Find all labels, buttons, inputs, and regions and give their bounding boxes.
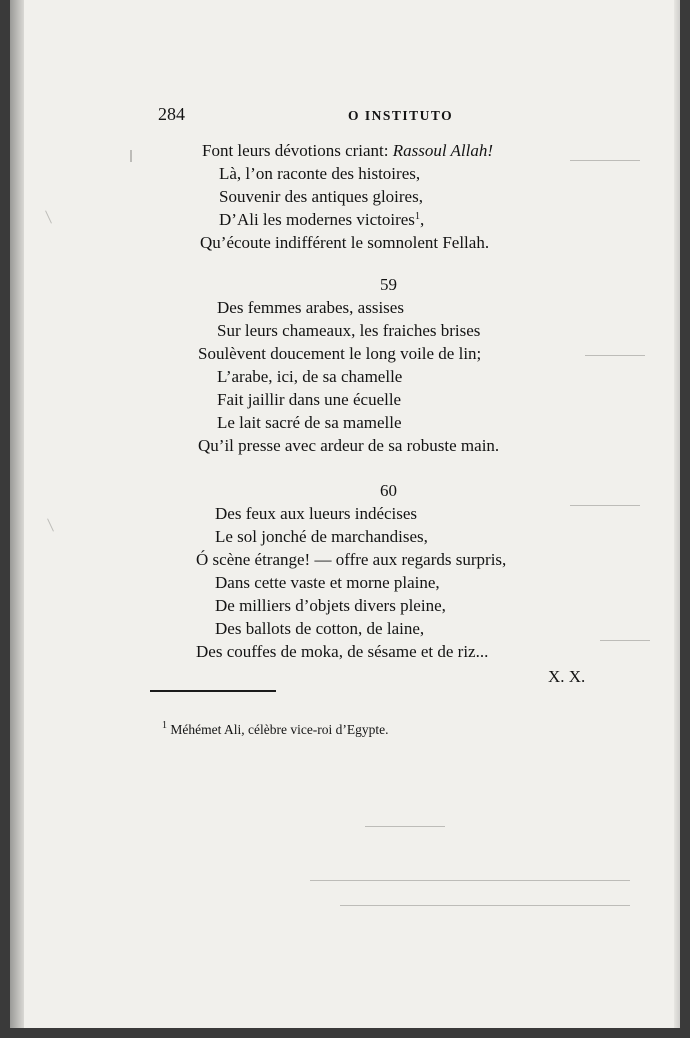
bleed-mark [340, 905, 630, 906]
author-signature: X. X. [548, 667, 586, 686]
verse-line: Soulèvent doucement le long voile de lin; [198, 344, 482, 363]
page-edge-shadow [674, 0, 680, 1028]
bleed-mark [47, 518, 54, 531]
page-spine-shadow [10, 0, 24, 1028]
verse-line: Des couffes de moka, de sésame et de riz... [196, 642, 489, 661]
footnote: $^1$ Méhémet Ali, célèbre vice-roi d’Egypte. [162, 720, 389, 737]
footnote-marker: 1 [162, 720, 167, 731]
bleed-mark [585, 355, 645, 356]
bleed-mark [365, 826, 445, 827]
verse-line: Qu’il presse avec ardeur de sa robuste main. [198, 436, 500, 455]
footnote-rule [150, 690, 276, 692]
verse-line: Là, l’on raconte des histoires, [219, 164, 421, 183]
bleed-mark [570, 160, 640, 161]
verse-line: Ó scène étrange! — offre aux regards surpris, [196, 550, 507, 569]
verse-line: L’arabe, ici, de sa chamelle [217, 367, 403, 386]
verse-line: Qu’écoute indifférent le somnolent Fellah. [200, 233, 490, 252]
verse-line: Des femmes arabes, assises [217, 298, 404, 317]
verse-line: Dans cette vaste et morne plaine, [215, 573, 440, 592]
verse-line: De milliers d’objets divers pleine, [215, 596, 446, 615]
verse-line: Sur leurs chameaux, les fraiches brises [217, 321, 481, 340]
verse-line: D’Ali les modernes victoires$^1$, [219, 210, 425, 229]
verse-line: Souvenir des antiques gloires, [219, 187, 423, 206]
stanza-number: 59 [380, 275, 397, 294]
verse-line: Des feux aux lueurs indécises [215, 504, 418, 523]
footnote-ref: 1 [414, 211, 420, 222]
book-page [10, 0, 680, 1028]
verse-line: Fait jaillir dans une écuelle [217, 390, 402, 409]
bleed-mark [45, 210, 52, 223]
verse-line: Font leurs dévotions criant: Rassoul Allah! [202, 141, 494, 160]
bleed-mark [570, 505, 640, 506]
running-title: O INSTITUTO [348, 108, 454, 123]
verse-line: Le sol jonché de marchandises, [215, 527, 428, 546]
verse-line: Des ballots de cotton, de laine, [215, 619, 425, 638]
stanza-number: 60 [380, 481, 397, 500]
verse-line: Le lait sacré de sa mamelle [217, 413, 402, 432]
bleed-mark [310, 880, 630, 881]
bleed-mark [600, 640, 650, 641]
page-number: 284 [158, 104, 185, 124]
bleed-mark [130, 150, 132, 162]
